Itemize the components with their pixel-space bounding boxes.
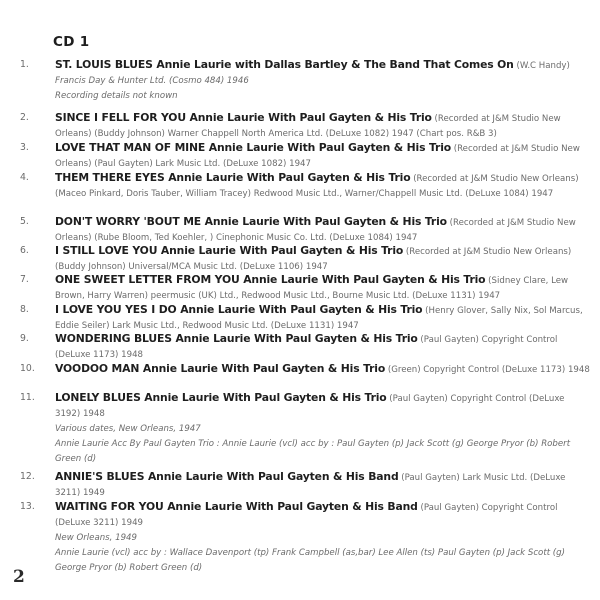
track-text: [55, 170, 590, 202]
track-number: 10.: [20, 363, 35, 374]
track-text: [55, 140, 590, 172]
track-title: WONDERING BLUES: [55, 332, 172, 345]
track-number: 11.: [20, 392, 35, 403]
track-artist: Annie Laurie With Paul Gayten & His Trio: [176, 303, 423, 316]
track-title: LOVE THAT MAN OF MINE: [55, 141, 206, 154]
track-title: ST. LOUIS BLUES: [55, 58, 153, 71]
track-artist: Annie Laurie With Paul Gayten & His Trio: [205, 141, 452, 154]
track-number: 2.: [20, 112, 29, 123]
session-note: Annie Laurie (vcl) acc by : Wallace Davenport (tp) Frank Campbell (as,bar) Lee Allen (ts) Paul Gayten (p) Jack Scott (g) George Pryor (b) Robert Green (d): [55, 548, 565, 573]
page-number: 2: [13, 567, 25, 587]
track-title: ANNIE'S BLUES: [55, 470, 145, 483]
track-credits: (Recorded at J&M Studio New Orleans) (Buddy Johnson) Warner Chappell North America Ltd. (DeLuxe 1082) 1947 (Chart pos. R&B 3): [55, 114, 561, 139]
track-text: [55, 302, 590, 334]
track-credits: (Recorded at J&M Studio New Orleans) (Rube Bloom, Ted Koehler, ) Cinephonic Music Co. Ltd. (DeLuxe 1084) 1947: [55, 218, 576, 243]
track-title: ONE SWEET LETTER FROM YOU: [55, 273, 240, 286]
track-credits: (Henry Glover, Sally Nix, Sol Marcus, Eddie Seiler) Lark Music Ltd., Redwood Music Ltd. (DeLuxe 1131) 1947: [55, 306, 583, 331]
track-text: [55, 469, 590, 501]
track-artist: Annie Laurie With Paul Gayten & His Trio: [139, 362, 386, 375]
track-credits: (W.C Handy): [513, 61, 570, 71]
session-note: New Orleans, 1949: [55, 533, 137, 543]
track-number: 1.: [20, 59, 29, 70]
track-artist: Annie Laurie With Paul Gayten & His Band: [144, 470, 399, 483]
track-text: [55, 331, 590, 363]
track-text: [55, 272, 590, 304]
track-text: [55, 361, 590, 378]
track-number: 13.: [20, 501, 35, 512]
session-note: Various dates, New Orleans, 1947: [55, 424, 201, 434]
track-artist: Annie Laurie With Paul Gayten & His Trio: [239, 273, 486, 286]
track-title: VOODOO MAN: [55, 362, 140, 375]
track-number: 12.: [20, 471, 35, 482]
track-title: I LOVE YOU YES I DO: [55, 303, 177, 316]
track-artist: Annie Laurie With Paul Gayten & His Band: [163, 500, 418, 513]
track-artist: Annie Laurie with Dallas Bartley & The Band That Comes On: [152, 58, 514, 71]
track-title: SINCE I FELL FOR YOU: [55, 111, 186, 124]
track-artist: Annie Laurie With Paul Gayten & His Trio: [201, 215, 447, 228]
track-number: 9.: [20, 333, 29, 344]
track-title: WAITING FOR YOU: [55, 500, 164, 513]
track-number: 5.: [20, 216, 29, 227]
track-number: 6.: [20, 245, 29, 256]
track-text: [55, 243, 590, 275]
track-title: THEM THERE EYES: [55, 171, 165, 184]
track-text: [55, 390, 590, 467]
track-credits: (Paul Gayten) Lark Music Ltd. (DeLuxe 3211) 1949: [55, 473, 566, 498]
track-number: 3.: [20, 142, 29, 153]
track-artist: Annie Laurie With Paul Gayten & His Trio: [157, 244, 404, 257]
track-artist: Annie Laurie With Paul Gayten & His Trio: [171, 332, 418, 345]
track-text: [55, 499, 590, 576]
track-number: 8.: [20, 304, 29, 315]
track-credits: (Recorded at J&M Studio New Orleans) (Maceo Pinkard, Doris Tauber, William Tracey) Redwood Music Ltd., Warner/Chappell Music Ltd. (DeLuxe 1084) 1947: [55, 174, 579, 199]
cd-heading: CD 1: [53, 34, 90, 50]
track-credits: (Green) Copyright Control (DeLuxe 1173) 1948: [385, 365, 590, 375]
track-text: [55, 110, 590, 142]
track-text: [55, 214, 590, 246]
session-note: Francis Day & Hunter Ltd. (Cosmo 484) 1946: [55, 76, 249, 86]
track-artist: Annie Laurie With Paul Gayten & His Trio: [185, 111, 432, 124]
track-number: 4.: [20, 172, 29, 183]
track-credits: (Recorded at J&M Studio New Orleans) (Paul Gayten) Lark Music Ltd. (DeLuxe 1082) 1947: [55, 144, 580, 169]
track-credits: (Paul Gayten) Copyright Control (DeLuxe 3211) 1949: [55, 503, 558, 528]
track-credits: (Paul Gayten) Copyright Control (DeLuxe 3192) 1948: [55, 394, 565, 419]
session-note: Recording details not known: [55, 91, 178, 101]
track-credits: (Sidney Clare, Lew Brown, Harry Warren) peermusic (UK) Ltd., Redwood Music Ltd., Bourne Music Ltd. (DeLuxe 1131) 1947: [55, 276, 569, 301]
track-artist: Annie Laurie With Paul Gayten & His Trio: [164, 171, 411, 184]
track-number: 7.: [20, 274, 29, 285]
track-text: [55, 57, 590, 104]
track-credits: (Recorded at J&M Studio New Orleans) (Buddy Johnson) Universal/MCA Music Ltd. (DeLuxe 1106) 1947: [55, 247, 572, 272]
track-title: DON'T WORRY 'BOUT ME: [55, 215, 202, 228]
track-title: I STILL LOVE YOU: [55, 244, 158, 257]
track-artist: Annie Laurie With Paul Gayten & His Trio: [140, 391, 387, 404]
track-credits: (Paul Gayten) Copyright Control (DeLuxe 1173) 1948: [55, 335, 558, 360]
track-title: LONELY BLUES: [55, 391, 141, 404]
session-note: Annie Laurie Acc By Paul Gayten Trio : Annie Laurie (vcl) acc by : Paul Gayten (p) Jack Scott (g) George Pryor (b) Robert Green (d): [55, 439, 571, 464]
